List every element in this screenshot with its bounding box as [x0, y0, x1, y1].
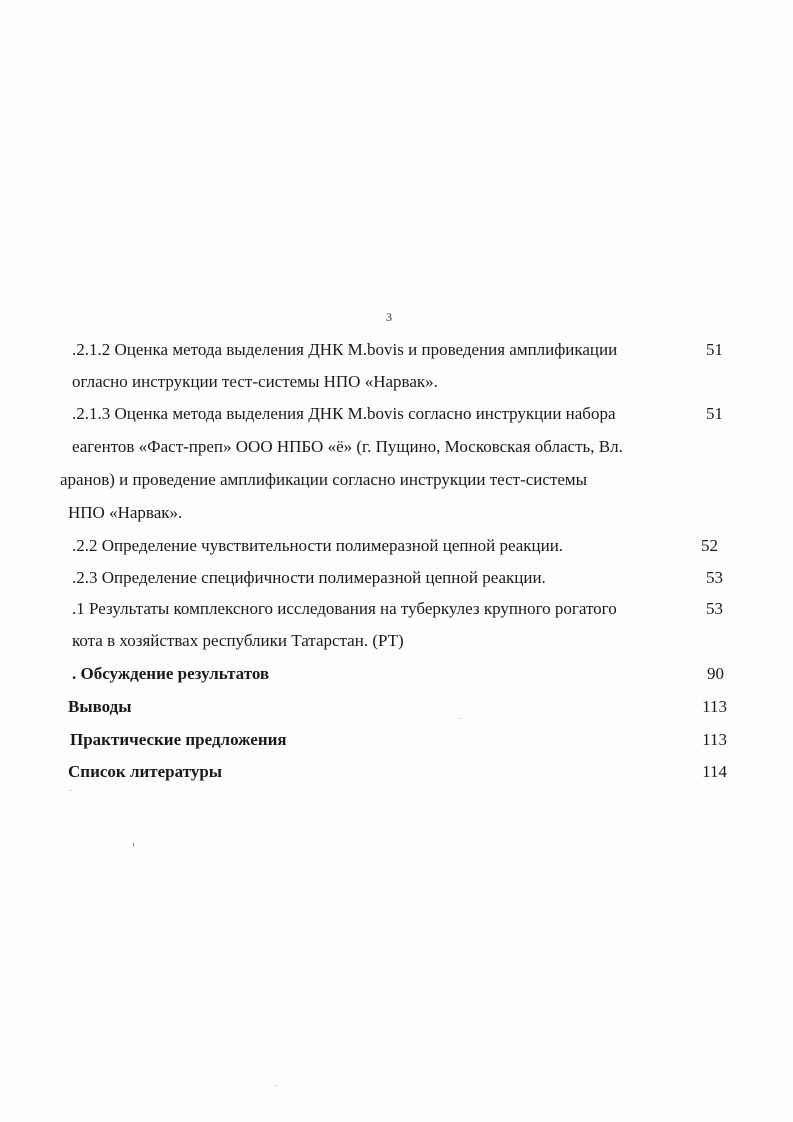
toc-page-number: 114: [702, 762, 727, 781]
toc-entry-line: .2.1.2 Оценка метода выделения ДНК M.bovis и проведения амплификации: [72, 340, 618, 359]
toc-page-number: 53: [706, 599, 723, 618]
toc-page-number: 90: [707, 664, 724, 683]
toc-entry-line: огласно инструкции тест-системы НПО «Нарвак».: [72, 372, 438, 391]
toc-page-number: 113: [702, 697, 727, 716]
scan-speck: [133, 843, 134, 847]
toc-page-number: 51: [706, 340, 723, 359]
toc-entry-line: .2.2 Определение чувствительности полимеразной цепной реакции.: [72, 536, 564, 555]
toc-entry-line: .1 Результаты комплексного исследования на туберкулез крупного рогатого: [72, 599, 617, 618]
page-number: 3: [386, 310, 392, 324]
toc-entry-line: Выводы: [68, 697, 132, 716]
toc-page-number: 53: [706, 568, 723, 587]
toc-page-number: 52: [701, 536, 718, 555]
toc-entry-line: НПО «Нарвак».: [68, 503, 183, 522]
toc-entry-line: .2.3 Определение специфичности полимеразной цепной реакции.: [72, 568, 546, 587]
scan-speck: [70, 790, 71, 791]
scan-speck: [459, 718, 460, 719]
toc-entry-line: еагентов «Фаст-преп» ООО НПБО «ё» (г. Пущино, Московская область, Вл.: [72, 437, 623, 456]
toc-entry-line: кота в хозяйствах республики Татарстан. (РТ): [72, 631, 404, 650]
toc-page-number: 113: [702, 730, 727, 749]
toc-entry-line: аранов) и проведение амплификации согласно инструкции тест-системы: [60, 470, 588, 489]
toc-entry-line: . Обсуждение результатов: [72, 664, 270, 683]
toc-page-number: 51: [706, 404, 723, 423]
toc-entry-line: .2.1.3 Оценка метода выделения ДНК M.bovis согласно инструкции набора: [72, 404, 616, 423]
scan-speck: [275, 1085, 276, 1086]
toc-entry-line: Практические предложения: [70, 730, 287, 749]
toc-entry-line: Список литературы: [68, 762, 223, 781]
